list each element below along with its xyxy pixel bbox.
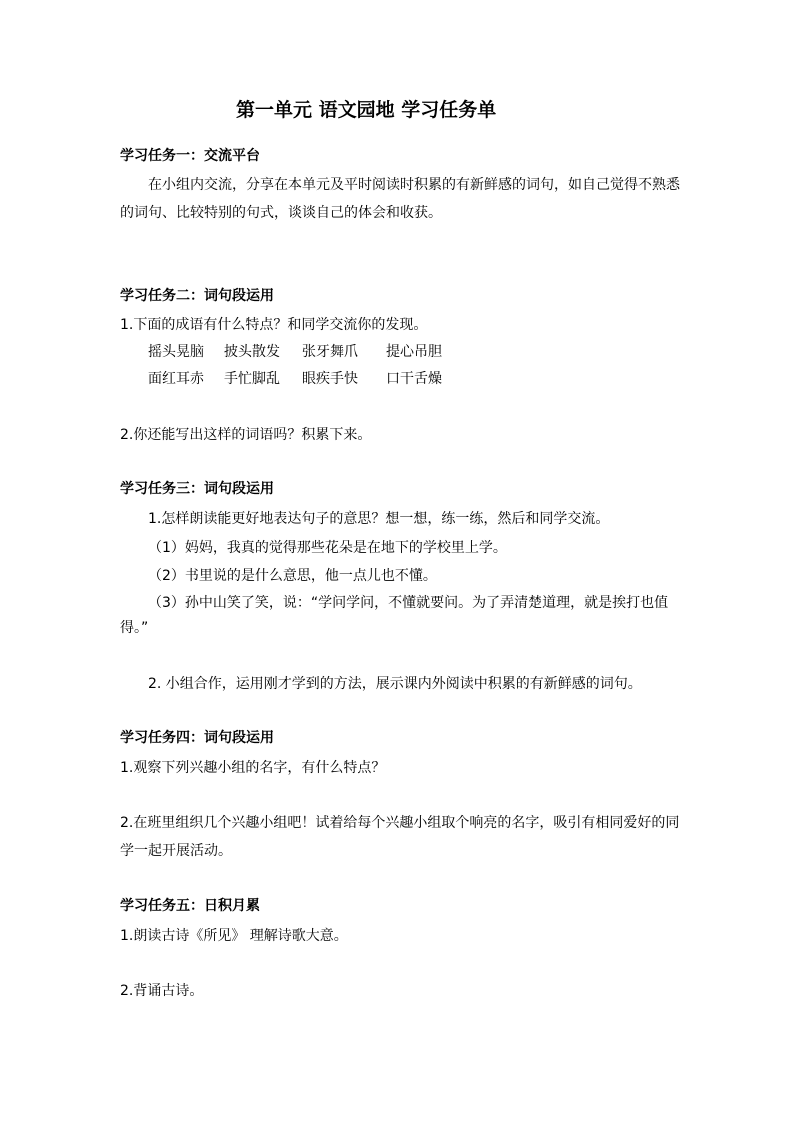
idiom: 面红耳赤 — [148, 371, 204, 387]
task3-question2: 2. 小组合作，运用刚才学到的方法，展示课内外阅读中积累的有新鲜感的词句。 — [148, 676, 642, 692]
task4-question2-line2: 学一起开展活动。 — [120, 843, 232, 859]
task1-heading: 学习任务一：交流平台 — [120, 148, 260, 164]
idiom: 张牙舞爪 — [302, 344, 358, 360]
task3-question1: 1.怎样朗读能更好地表达句子的意思？想一想，练一练，然后和同学交流。 — [148, 511, 610, 527]
task5-question1: 1.朗读古诗《所见》 理解诗歌大意。 — [120, 928, 348, 944]
idiom: 披头散发 — [224, 344, 280, 360]
idiom: 口干舌燥 — [386, 371, 442, 387]
task4-question2-line1: 2.在班里组织几个兴趣小组吧！试着给每个兴趣小组取个响亮的名字，吸引有相同爱好的同 — [120, 815, 680, 831]
page-title: 第一单元 语文园地 学习任务单 — [236, 99, 497, 121]
task5-question2: 2.背诵古诗。 — [120, 983, 204, 999]
task4-question1: 1.观察下列兴趣小组的名字，有什么特点？ — [120, 760, 386, 776]
idiom: 眼疾手快 — [302, 371, 358, 387]
task2-question2: 2.你还能写出这样的词语吗？积累下来。 — [120, 427, 372, 443]
task3-sentence3-line1: （3）孙中山笑了笑，说：“学问学问，不懂就要问。为了弄清楚道理，就是挨打也值 — [148, 595, 669, 611]
task3-sentence1: （1）妈妈，我真的觉得那些花朵是在地下的学校里上学。 — [148, 540, 507, 556]
task2-heading: 学习任务二：词句段运用 — [120, 288, 274, 304]
task3-heading: 学习任务三：词句段运用 — [120, 481, 274, 497]
task3-sentence3-line2: 得。” — [120, 620, 149, 636]
task5-heading: 学习任务五：日积月累 — [120, 898, 260, 914]
task4-heading: 学习任务四：词句段运用 — [120, 730, 274, 746]
task2-question1: 1.下面的成语有什么特点？和同学交流你的发现。 — [120, 317, 428, 333]
idiom: 提心吊胆 — [386, 344, 442, 360]
task3-sentence2: （2）书里说的是什么意思，他一点儿也不懂。 — [148, 568, 437, 584]
idiom: 摇头晃脑 — [148, 344, 204, 360]
task1-paragraph-line1: 在小组内交流，分享在本单元及平时阅读时积累的有新鲜感的词句，如自己觉得不熟悉 — [148, 177, 680, 193]
task1-paragraph-line2: 的词句、比较特别的句式，谈谈自己的体会和收获。 — [120, 205, 442, 221]
idiom: 手忙脚乱 — [224, 371, 280, 387]
